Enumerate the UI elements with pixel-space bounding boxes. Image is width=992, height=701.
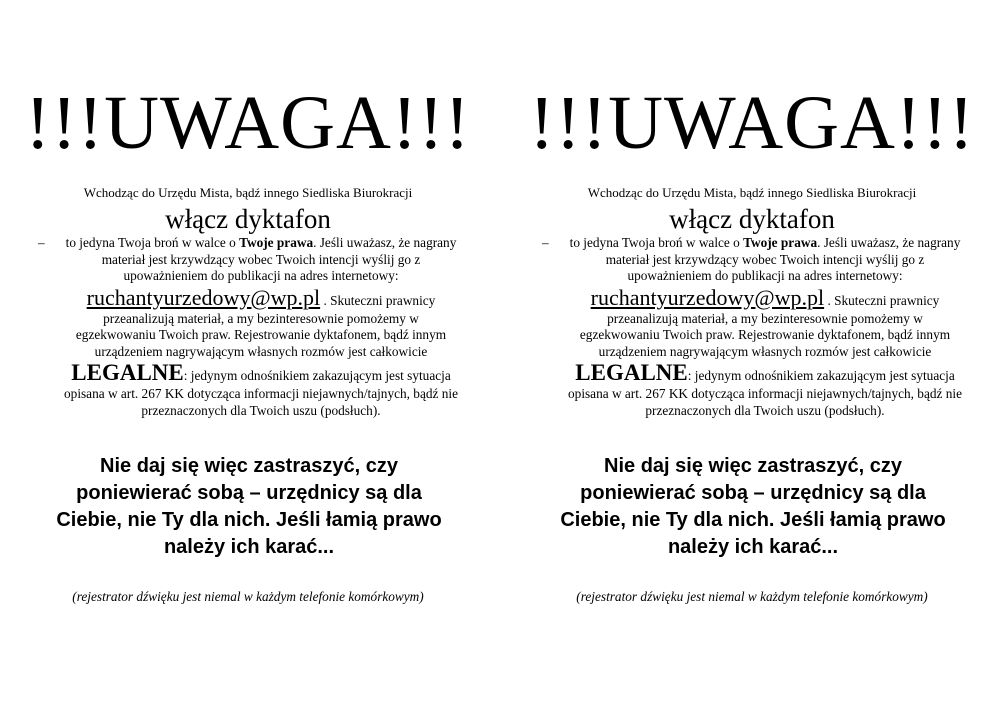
- flyer-heading: !!!UWAGA!!!: [25, 81, 471, 165]
- body-text-part4: : jedynym odnośnikiem zakazującym jest sytuacja opisana w art. 267 KK dotycząca informacji niejawnych/tajnych, bądź nie przeznaczonych dla Twoich uszu (podsłuch).: [64, 368, 458, 418]
- body-text-part1: to jedyna Twoja broń w walce o: [65, 235, 240, 250]
- flyer-body: [62, 235, 460, 419]
- body-text-part2: . Jeśli uważasz, że nagrany materiał jest krzywdzący wobec Twoich intencji wyślij go z upoważnieniem do publikacji na adres internetowy:: [605, 235, 961, 283]
- flyer-big-line: włącz dyktafon: [165, 204, 331, 234]
- body-text-part4: : jedynym odnośnikiem zakazującym jest sytuacja opisana w art. 267 KK dotycząca informacji niejawnych/tajnych, bądź nie przeznaczonych dla Twoich uszu (podsłuch).: [568, 368, 962, 418]
- body-text-bold: Twoje prawa: [239, 235, 314, 250]
- legalne-word: LEGALNE: [575, 360, 688, 385]
- body-text-part1: to jedyna Twoja broń w walce o: [569, 235, 744, 250]
- body-text-part3: . Skuteczni prawnicy przeanalizują materiał, a my bezinteresownie pomożemy w egzekwowaniu Twoich praw. Rejestrowanie dyktafonem, bądź innym urządzeniem nagrywającym własnych rozmów jest całkowicie: [579, 292, 951, 359]
- body-text-bold: Twoje prawa: [743, 235, 818, 250]
- flyer-slogan: Nie daj się więc zastraszyć, czy poniewierać sobą – urzędnicy są dla Ciebie, nie Ty dla nich. Jeśli łamią prawo należy ich karać...: [56, 455, 442, 558]
- flyer-slogan: Nie daj się więc zastraszyć, czy poniewierać sobą – urzędnicy są dla Ciebie, nie Ty dla nich. Jeśli łamią prawo należy ich karać...: [560, 455, 946, 558]
- flyer-intro: Wchodząc do Urzędu Mista, bądź innego Siedliska Biurokracji: [587, 185, 917, 200]
- flyer-intro: Wchodząc do Urzędu Mista, bądź innego Siedliska Biurokracji: [83, 185, 413, 200]
- email-address: ruchantyurzedowy@wp.pl: [86, 284, 321, 310]
- flyer-right: [504, 0, 992, 701]
- flyer-big-line: włącz dyktafon: [669, 204, 835, 234]
- flyer-bullet: –: [542, 235, 549, 250]
- flyer-footnote: (rejestrator dźwięku jest niemal w każdym telefonie komórkowym): [576, 589, 928, 604]
- body-text-part2: . Jeśli uważasz, że nagrany materiał jest krzywdzący wobec Twoich intencji wyślij go z upoważnieniem do publikacji na adres internetowy:: [101, 235, 457, 283]
- legalne-word: LEGALNE: [71, 360, 184, 385]
- email-address: ruchantyurzedowy@wp.pl: [590, 284, 825, 310]
- body-text-part3: . Skuteczni prawnicy przeanalizują materiał, a my bezinteresownie pomożemy w egzekwowaniu Twoich praw. Rejestrowanie dyktafonem, bądź innym urządzeniem nagrywającym własnych rozmów jest całkowicie: [75, 292, 447, 359]
- flyer-bullet: –: [38, 235, 45, 250]
- flyer-body: [566, 235, 964, 419]
- flyer-heading: !!!UWAGA!!!: [529, 81, 975, 165]
- flyer-footnote: (rejestrator dźwięku jest niemal w każdym telefonie komórkowym): [72, 589, 424, 604]
